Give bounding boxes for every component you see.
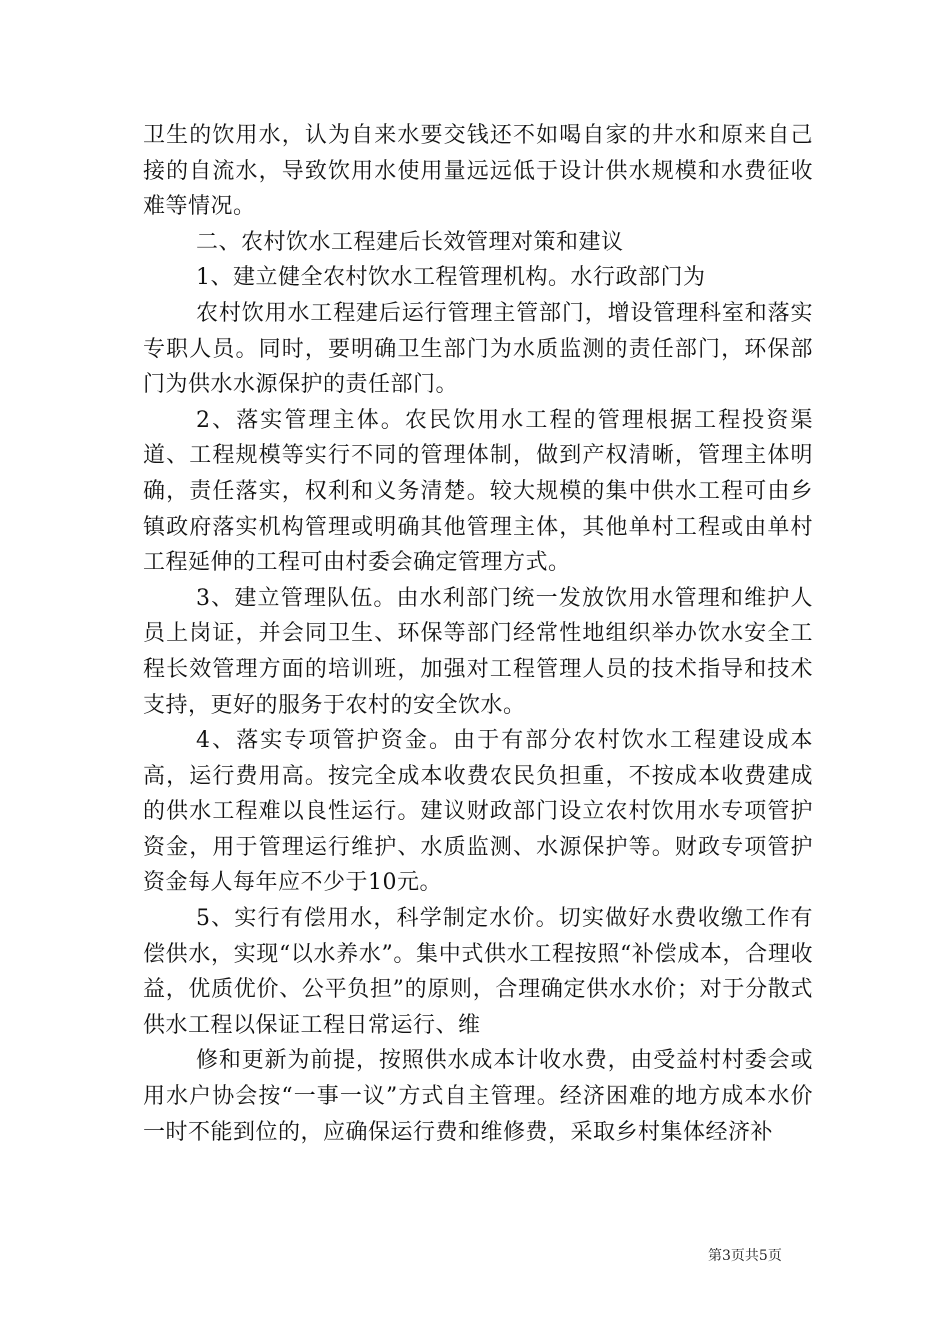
paragraph-item-1-heading: 1、建立健全农村饮水工程管理机构。水行政部门为 xyxy=(196,265,706,291)
paragraph-item-2: 2、落实管理主体。农民饮用水工程的管理根据工程投资渠道、工程规模等实行不同的管理体制，做到产权清晰，管理主体明确，责任落实，权利和义务清楚。较大规模的集中供水工程可由乡镇政府落实机构管理或明确其他管理主体，其他单村工程或由单村工程延伸的工程可由村委会确定管理方式。 xyxy=(143,407,813,576)
section-heading: 二、农村饮水工程建后长效管理对策和建议 xyxy=(196,229,624,255)
paragraph-item-5: 5、实行有偿用水，科学制定水价。切实做好水费收缴工作有偿供水，实现“以水养水”。集中式供水工程按照“补偿成本，合理收益，优质优价、公平负担”的原则，合理确定供水水价；对于分散式供水工程以保证工程日常运行、维 xyxy=(143,906,813,1038)
page-number-footer: 第3页共5页 xyxy=(708,1248,782,1264)
paragraph-item-4: 4、落实专项管护资金。由于有部分农村饮水工程建设成本高，运行费用高。按完全成本收费农民负担重，不按成本收费建成的供水工程难以良性运行。建议财政部门设立农村饮用水专项管护资金，用于管理运行维护、水质监测、水源保护等。财政专项管护资金每人每年应不少于10元。 xyxy=(143,728,813,896)
paragraph-item-1-body: 农村饮用水工程建后运行管理主管部门，增设管理科室和落实专职人员。同时，要明确卫生部门为水质监测的责任部门，环保部门为供水水源保护的责任部门。 xyxy=(143,300,813,398)
paragraph-item-5-continued: 修和更新为前提，按照供水成本计收水费，由受益村村委会或用水户协会按“一事一议”方式自主管理。经济困难的地方成本水价一时不能到位的，应确保运行费和维修费，采取乡村集体经济补 xyxy=(143,1048,813,1145)
paragraph-item-3: 3、建立管理队伍。由水利部门统一发放饮用水管理和维护人员上岗证，并会同卫生、环保等部门经常性地组织举办饮水安全工程长效管理方面的培训班，加强对工程管理人员的技术指导和技术支持，更好的服务于农村的安全饮水。 xyxy=(143,585,813,718)
paragraph-1: 卫生的饮用水，认为自来水要交钱还不如喝自家的井水和原来自己接的自流水，导致饮用水使用量远远低于设计供水规模和水费征收难等情况。 xyxy=(143,123,813,220)
document-body xyxy=(143,118,813,1150)
